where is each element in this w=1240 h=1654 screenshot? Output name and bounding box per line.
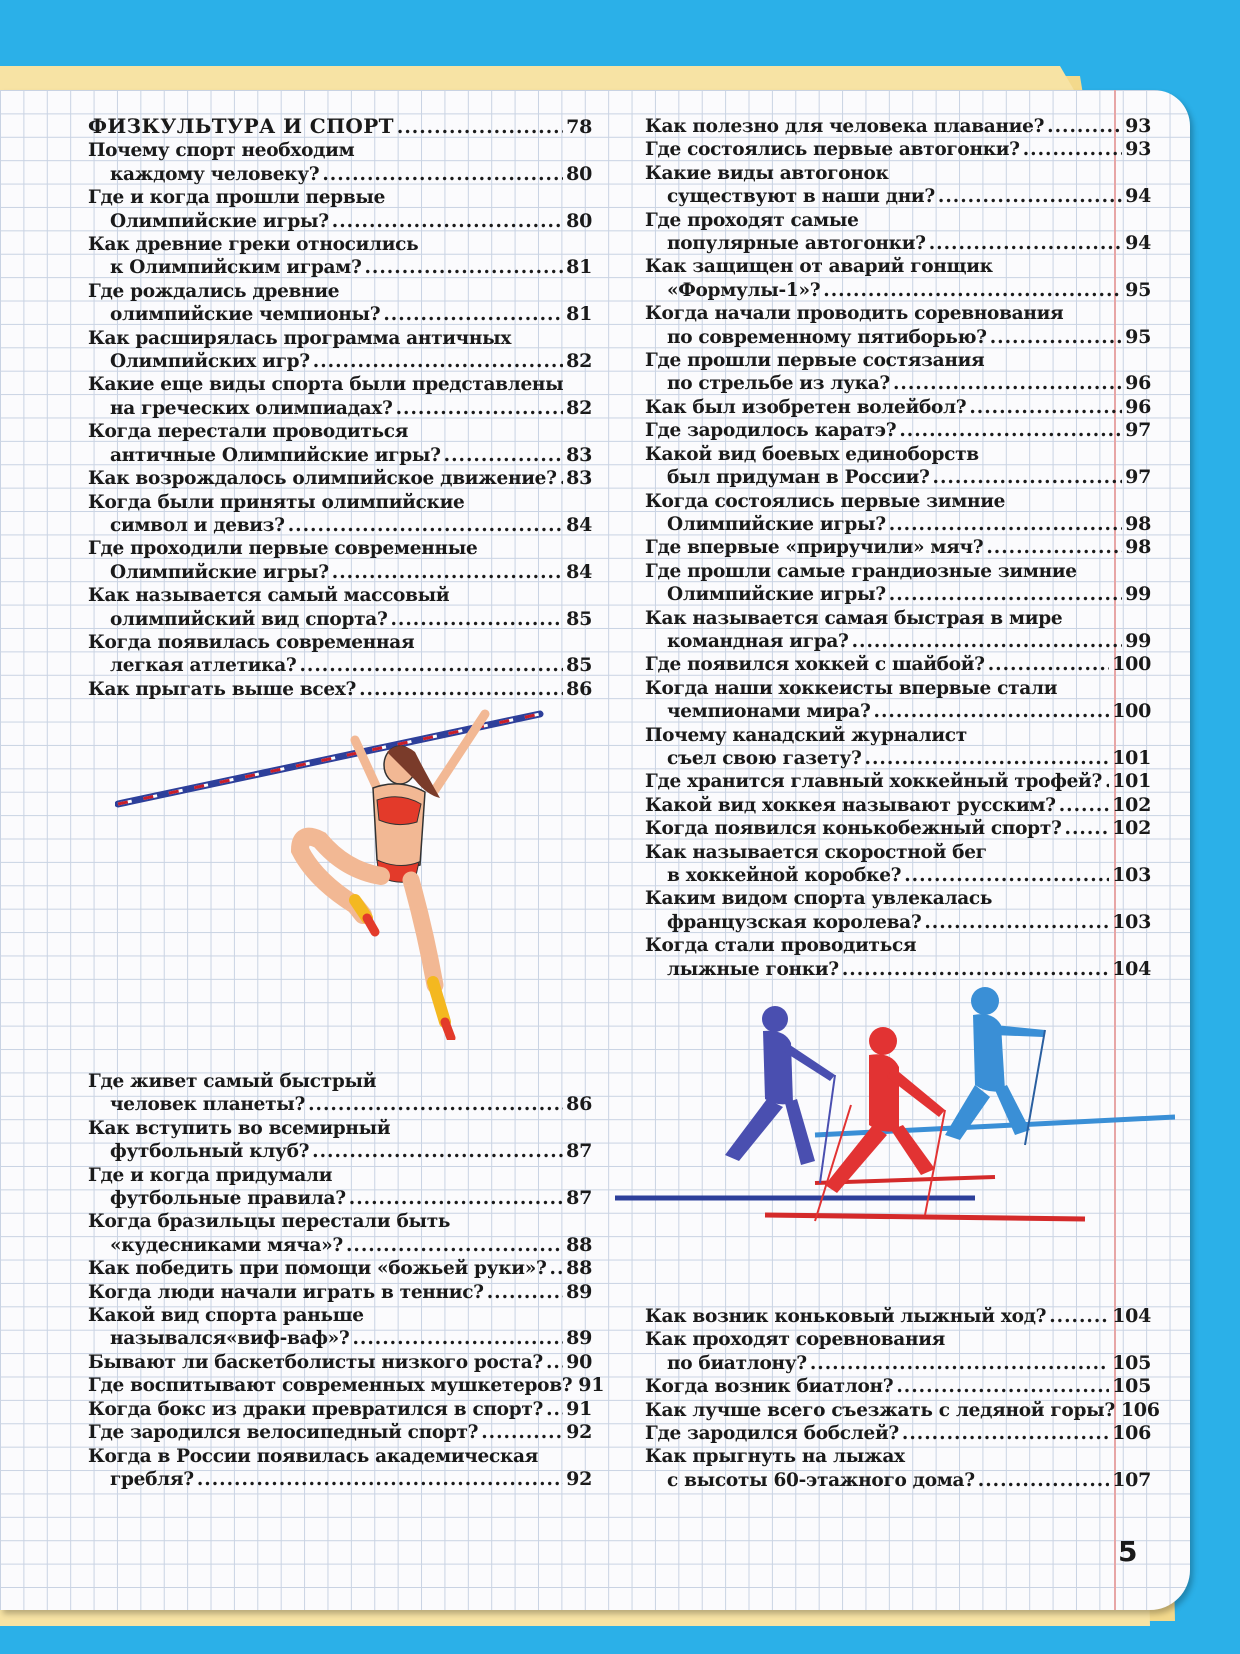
toc-page-number: 106: [1112, 1422, 1151, 1445]
dot-leader: [842, 958, 1109, 981]
toc-entry-line: Когда были приняты олимпийские: [88, 491, 465, 513]
toc-page-number: 101: [1112, 746, 1151, 769]
pole-vaulter-illustration: [115, 700, 545, 1040]
toc-entry: [645, 443, 1151, 490]
toc-entry: [645, 934, 1151, 981]
toc-page-number: 98: [1125, 512, 1151, 535]
toc-page-number: 83: [566, 443, 592, 466]
toc-page-number: 91: [566, 1397, 592, 1420]
toc-entry-line: Как проходят соревнования: [645, 1329, 946, 1351]
toc-entry-line: Как называется скоростной бег: [645, 841, 987, 863]
toc-entry: [645, 255, 1151, 302]
toc-entry-title: Где зародилось каратэ?: [645, 420, 897, 442]
toc-entry: [645, 677, 1151, 724]
toc-entry: [88, 1281, 592, 1304]
dot-leader: [990, 326, 1122, 349]
toc-entry-line: Где живет самый быстрый: [88, 1071, 377, 1092]
dot-leader: [899, 419, 1122, 442]
toc-entry-title: олимпийский вид спорта?: [110, 608, 388, 630]
toc-entry: [88, 1304, 592, 1351]
toc-entry-line: Когда перестали проводиться: [88, 421, 409, 443]
toc-page-number: 82: [566, 350, 592, 373]
dot-leader: [546, 1351, 563, 1374]
toc-entry-title: Где появился хоккей с шайбой?: [645, 654, 985, 676]
toc-entry-title: на греческих олимпиадах?: [110, 397, 393, 419]
toc-entry: [645, 1445, 1151, 1492]
toc-entry-title: олимпийские чемпионы?: [110, 304, 381, 326]
dot-leader: [332, 210, 563, 233]
toc-entry-title: Олимпийские игры?: [667, 584, 886, 606]
toc-entry: [88, 467, 592, 490]
toc-entry: [88, 584, 592, 631]
toc-entry-line: Какой вид спорта раньше: [88, 1305, 364, 1327]
toc-page-number: 94: [1125, 232, 1151, 255]
toc-entry: [645, 536, 1151, 559]
toc-entry-title: Какой вид хоккея называют русским?: [645, 794, 1056, 816]
toc-entry-line: Как называется самая быстрая в мире: [645, 607, 1063, 629]
dot-leader: [969, 396, 1122, 419]
dot-leader: [889, 513, 1122, 536]
dot-leader: [1049, 1305, 1109, 1328]
toc-page-number: 100: [1112, 700, 1151, 723]
toc-entry-title: Олимпийские игры?: [110, 561, 329, 583]
toc-entry-title: в хоккейной коробке?: [667, 865, 902, 886]
dot-leader: [397, 116, 563, 139]
toc-entry-title: Олимпийских игр?: [110, 351, 310, 373]
toc-page-number: 107: [1112, 1468, 1151, 1491]
toc-entry-line: Когда в России появилась академическая: [88, 1445, 539, 1467]
toc-entry-title: Олимпийские игры?: [110, 210, 329, 232]
toc-page-number: 98: [1125, 536, 1151, 559]
toc-entry: [88, 327, 592, 374]
page-number: 5: [1118, 1535, 1138, 1568]
dot-leader: [1059, 794, 1110, 817]
toc-page-number: 95: [1125, 278, 1151, 301]
dot-leader: [988, 653, 1110, 676]
toc-entry: [645, 396, 1151, 419]
toc-entry: [88, 420, 592, 467]
toc-entry-title: Когда появился конькобежный спорт?: [645, 818, 1062, 840]
toc-entry: [88, 186, 592, 233]
dot-leader: [889, 583, 1122, 606]
toc-entry-title: Когда бокс из драки превратился в спорт?: [88, 1398, 544, 1420]
section-heading: [88, 115, 592, 139]
dot-leader: [444, 444, 564, 467]
toc-entry-line: Где рождались древние: [88, 280, 340, 302]
toc-page-number: 87: [566, 1187, 592, 1210]
toc-column-d: [645, 1305, 1160, 1492]
toc-entry: [645, 209, 1151, 256]
toc-entry-line: Какие виды автогонок: [645, 162, 889, 184]
toc-entry-title: по стрельбе из лука?: [667, 373, 890, 395]
toc-page-number: 92: [566, 1421, 592, 1444]
toc-entry-title: футбольный клуб?: [110, 1141, 310, 1163]
toc-entry-title: «кудесниками мяча»?: [110, 1234, 343, 1256]
dot-leader: [560, 467, 563, 490]
toc-page-number: 101: [1112, 770, 1151, 793]
toc-page-number: 85: [566, 607, 592, 630]
toc-entry-title: футбольные правила?: [110, 1188, 346, 1210]
dot-leader: [359, 678, 563, 701]
toc-page-number: 84: [566, 560, 592, 583]
dot-leader: [924, 911, 1109, 934]
dot-leader: [481, 1421, 563, 1444]
toc-entry-title: легкая атлетика?: [110, 655, 297, 677]
toc-entry: [645, 841, 1151, 888]
toc-entry: [645, 817, 1151, 840]
toc-page-number: 92: [566, 1467, 592, 1490]
toc-page-number: 104: [1112, 957, 1151, 980]
toc-page-number: 91: [578, 1374, 605, 1397]
toc-entry-line: Каким видом спорта увлекалась: [645, 888, 993, 910]
toc-page-number: 102: [1112, 817, 1151, 840]
toc-entry-title: Где зародился велосипедный спорт?: [88, 1422, 479, 1444]
toc-entry-title: Где воспитывают современных мушкетеров?: [88, 1375, 573, 1397]
dot-leader: [874, 700, 1110, 723]
toc-page-number: 102: [1112, 793, 1151, 816]
toc-entry: [88, 678, 592, 701]
toc-entry-line: Где прошли первые состязания: [645, 350, 985, 372]
dot-leader: [933, 466, 1123, 489]
toc-entry: [645, 1398, 1160, 1422]
dot-leader: [893, 372, 1122, 395]
dot-leader: [929, 232, 1122, 255]
toc-entry: [88, 491, 592, 538]
toc-entry-line: Как прыгнуть на лыжах: [645, 1446, 905, 1468]
toc-entry: [88, 1070, 592, 1117]
toc-entry-line: Когда начали проводить соревнования: [645, 303, 1064, 325]
dot-leader: [865, 747, 1110, 770]
toc-entry: [645, 794, 1151, 817]
dot-leader: [346, 1234, 563, 1257]
toc-entry: [645, 560, 1151, 607]
dot-leader: [332, 561, 563, 584]
toc-entry-line: Как расширялась программа античных: [88, 327, 512, 349]
toc-entry-title: Где состоялись первые автогонки?: [645, 139, 1020, 161]
toc-entry: [645, 1305, 1151, 1328]
toc-entry-line: Когда появилась современная: [88, 631, 415, 653]
toc-page-number: 85: [566, 654, 592, 677]
toc-page-number: 90: [566, 1350, 592, 1373]
toc-entry-title: лыжные гонки?: [667, 958, 839, 980]
toc-page-number: 100: [1112, 653, 1151, 676]
toc-page-number: 93: [1125, 115, 1151, 137]
dot-leader: [810, 1352, 1109, 1375]
toc-entry-title: «Формулы-1»?: [667, 279, 821, 301]
toc-page-number: 78: [566, 116, 592, 138]
toc-page-number: 81: [566, 256, 592, 279]
toc-page-number: 103: [1112, 864, 1151, 886]
toc-entry-line: Где проходили первые современные: [88, 538, 478, 560]
toc-entry-title: к Олимпийским играм?: [110, 257, 362, 279]
toc-entry-title: Олимпийские игры?: [667, 513, 886, 535]
toc-page-number: 96: [1125, 372, 1151, 395]
toc-column-b: [88, 1070, 605, 1491]
toc-entry-title: человек планеты?: [110, 1094, 306, 1116]
toc-entry-title: Где хранится главный хоккейный трофей?: [645, 771, 1103, 793]
dot-leader: [896, 1375, 1109, 1398]
toc-entry-title: съел свою газету?: [667, 747, 862, 769]
toc-entry: [645, 1422, 1151, 1445]
toc-entry: [645, 302, 1151, 349]
toc-entry-line: Какой вид боевых единоборств: [645, 443, 979, 465]
toc-entry-title: чемпионами мира?: [667, 701, 871, 723]
toc-entry: [88, 1210, 592, 1257]
dot-leader: [299, 654, 563, 677]
toc-page-number: 89: [566, 1280, 592, 1303]
toc-entry-line: Где проходят самые: [645, 209, 859, 231]
dot-leader: [197, 1468, 563, 1491]
toc-entry: [645, 490, 1151, 537]
toc-page-number: 105: [1112, 1375, 1151, 1398]
toc-page-number: 83: [566, 467, 592, 490]
toc-entry: [88, 1164, 592, 1211]
dot-leader: [938, 185, 1122, 208]
toc-entry-title: популярные автогонки?: [667, 233, 926, 255]
toc-entry-title: Когда люди начали играть в теннис?: [88, 1281, 484, 1303]
toc-page-number: 96: [1125, 395, 1151, 418]
toc-entry: [645, 138, 1151, 161]
toc-entry-line: Когда наши хоккеисты впервые стали: [645, 677, 1058, 699]
toc-entry-line: Где прошли самые грандиозные зимние: [645, 560, 1077, 582]
toc-page-number: 80: [566, 162, 592, 185]
dot-leader: [288, 514, 563, 537]
toc-entry-title: существуют в наши дни?: [667, 186, 935, 208]
dot-leader: [487, 1281, 563, 1304]
toc-entry-title: Как возрождалось олимпийское движение?: [88, 468, 557, 490]
toc-page-number: 97: [1125, 466, 1151, 489]
dot-leader: [349, 1187, 563, 1210]
toc-entry: [645, 724, 1151, 771]
toc-entry-title: был придуман в России?: [667, 467, 930, 489]
toc-page-number: 87: [566, 1140, 592, 1163]
toc-entry-line: Где и когда прошли первые: [88, 187, 386, 209]
toc-entry-title: Бывают ли баскетболисты низкого роста?: [88, 1351, 543, 1373]
dot-leader: [978, 1469, 1109, 1492]
toc-entry-title: командная игра?: [667, 630, 849, 652]
toc-entry: [88, 139, 592, 186]
toc-page-number: 104: [1112, 1305, 1151, 1327]
toc-entry: [88, 1257, 592, 1280]
toc-entry: [645, 1375, 1151, 1398]
toc-entry-line: Когда стали проводиться: [645, 935, 917, 957]
dot-leader: [322, 163, 563, 186]
toc-page-number: 94: [1125, 185, 1151, 208]
toc-entry: [88, 280, 592, 327]
toc-page-number: 106: [1120, 1398, 1160, 1421]
dot-leader: [312, 1140, 563, 1163]
dot-leader: [396, 397, 564, 420]
toc-entry-title: Где зародился бобслей?: [645, 1423, 899, 1445]
toc-entry: [645, 653, 1151, 676]
toc-entry: [645, 887, 1151, 934]
toc-entry-line: Как защищен от аварий гонщик: [645, 256, 993, 278]
toc-page-number: 81: [566, 303, 592, 326]
toc-entry-title: символ и девиз?: [110, 514, 285, 536]
toc-entry-line: Когда состоялись первые зимние: [645, 490, 1006, 512]
toc-page-number: 88: [566, 1257, 592, 1280]
toc-entry-title: Как полезно для человека плавание?: [645, 116, 1045, 137]
dot-leader: [852, 630, 1123, 653]
toc-entry-line: Когда бразильцы перестали быть: [88, 1211, 451, 1233]
toc-entry: [645, 770, 1151, 793]
toc-entry: [88, 373, 592, 420]
dot-leader: [546, 1398, 563, 1421]
toc-entry-line: Как древние греки относились: [88, 234, 419, 256]
dot-leader: [902, 1422, 1109, 1445]
dot-leader: [1105, 770, 1109, 793]
toc-entry: [645, 349, 1151, 396]
toc-entry-title: с высоты 60-этажного дома?: [667, 1469, 975, 1491]
toc-column-a: [88, 115, 592, 701]
toc-entry: [88, 1445, 592, 1492]
toc-entry: [88, 1398, 592, 1421]
toc-entry-title: Как возник коньковый лыжный ход?: [645, 1306, 1047, 1327]
toc-entry: [88, 1351, 592, 1374]
toc-column-c: [645, 115, 1151, 981]
toc-entry: [645, 1328, 1151, 1375]
toc-page-number: 93: [1125, 138, 1151, 161]
toc-page-number: 80: [566, 209, 592, 232]
toc-entry: [88, 1421, 592, 1444]
toc-entry-title: Как лучше всего съезжать с ледяной горы?: [645, 1399, 1115, 1421]
toc-page-number: 86: [566, 677, 592, 700]
toc-entry-title: Когда возник биатлон?: [645, 1376, 894, 1398]
dot-leader: [823, 279, 1122, 302]
toc-page-number: 105: [1112, 1351, 1151, 1374]
toc-entry-title: Как был изобретен волейбол?: [645, 396, 967, 418]
toc-page-number: 86: [566, 1093, 592, 1116]
dot-leader: [308, 1093, 563, 1116]
toc-entry-title: античные Олимпийские игры?: [110, 444, 441, 466]
toc-entry-line: Почему канадский журналист: [645, 724, 967, 746]
toc-entry: [645, 419, 1151, 442]
toc-entry-title: по биатлону?: [667, 1352, 807, 1374]
toc-entry-title: Как победить при помощи «божьей руки»?: [88, 1258, 547, 1280]
toc-page-number: 89: [566, 1327, 592, 1350]
dot-leader: [986, 536, 1122, 559]
dot-leader: [904, 864, 1109, 887]
dot-leader: [352, 1327, 563, 1350]
toc-entry-title: ФИЗКУЛЬТУРА И СПОРТ: [88, 114, 394, 138]
toc-page-number: 97: [1125, 419, 1151, 442]
toc-entry: [88, 537, 592, 584]
toc-page-number: 84: [566, 513, 592, 536]
toc-page-number: 103: [1112, 910, 1151, 933]
toc-entry-line: Какие еще виды спорта были представлены: [88, 374, 564, 396]
toc-entry-title: Как прыгать выше всех?: [88, 678, 357, 700]
dot-leader: [1047, 115, 1122, 138]
dot-leader: [550, 1257, 564, 1280]
toc-entry-title: каждому человеку?: [110, 163, 320, 185]
dot-leader: [383, 303, 563, 326]
toc-entry-line: Где и когда придумали: [88, 1164, 333, 1186]
dot-leader: [1023, 138, 1122, 161]
skiers-illustration: [615, 985, 1175, 1240]
toc-entry-line: Как называется самый массовый: [88, 585, 450, 607]
toc-entry-title: назывался«виф-ваф»?: [110, 1328, 350, 1350]
dot-leader: [390, 608, 563, 631]
toc-page-number: 82: [566, 396, 592, 419]
toc-entry-title: французская королева?: [667, 911, 922, 933]
toc-page-number: 99: [1125, 629, 1151, 652]
toc-page-number: 99: [1125, 583, 1151, 606]
toc-entry-line: Почему спорт необходим: [88, 140, 355, 162]
dot-leader: [364, 256, 563, 279]
dot-leader: [1065, 817, 1110, 840]
toc-entry: [88, 1374, 605, 1397]
dot-leader: [313, 350, 563, 373]
toc-entry: [88, 233, 592, 280]
toc-page-number: 95: [1125, 325, 1151, 348]
toc-entry-title: по современному пятиборью?: [667, 326, 987, 348]
toc-entry: [88, 631, 592, 678]
toc-entry: [88, 1117, 592, 1164]
toc-entry: [645, 162, 1151, 209]
toc-entry-title: гребля?: [110, 1468, 194, 1490]
toc-page-number: 88: [566, 1233, 592, 1256]
toc-entry: [645, 115, 1151, 138]
toc-entry: [645, 607, 1151, 654]
toc-entry-title: Где впервые «приручили» мяч?: [645, 537, 984, 559]
toc-entry-line: Как вступить во всемирный: [88, 1117, 391, 1139]
